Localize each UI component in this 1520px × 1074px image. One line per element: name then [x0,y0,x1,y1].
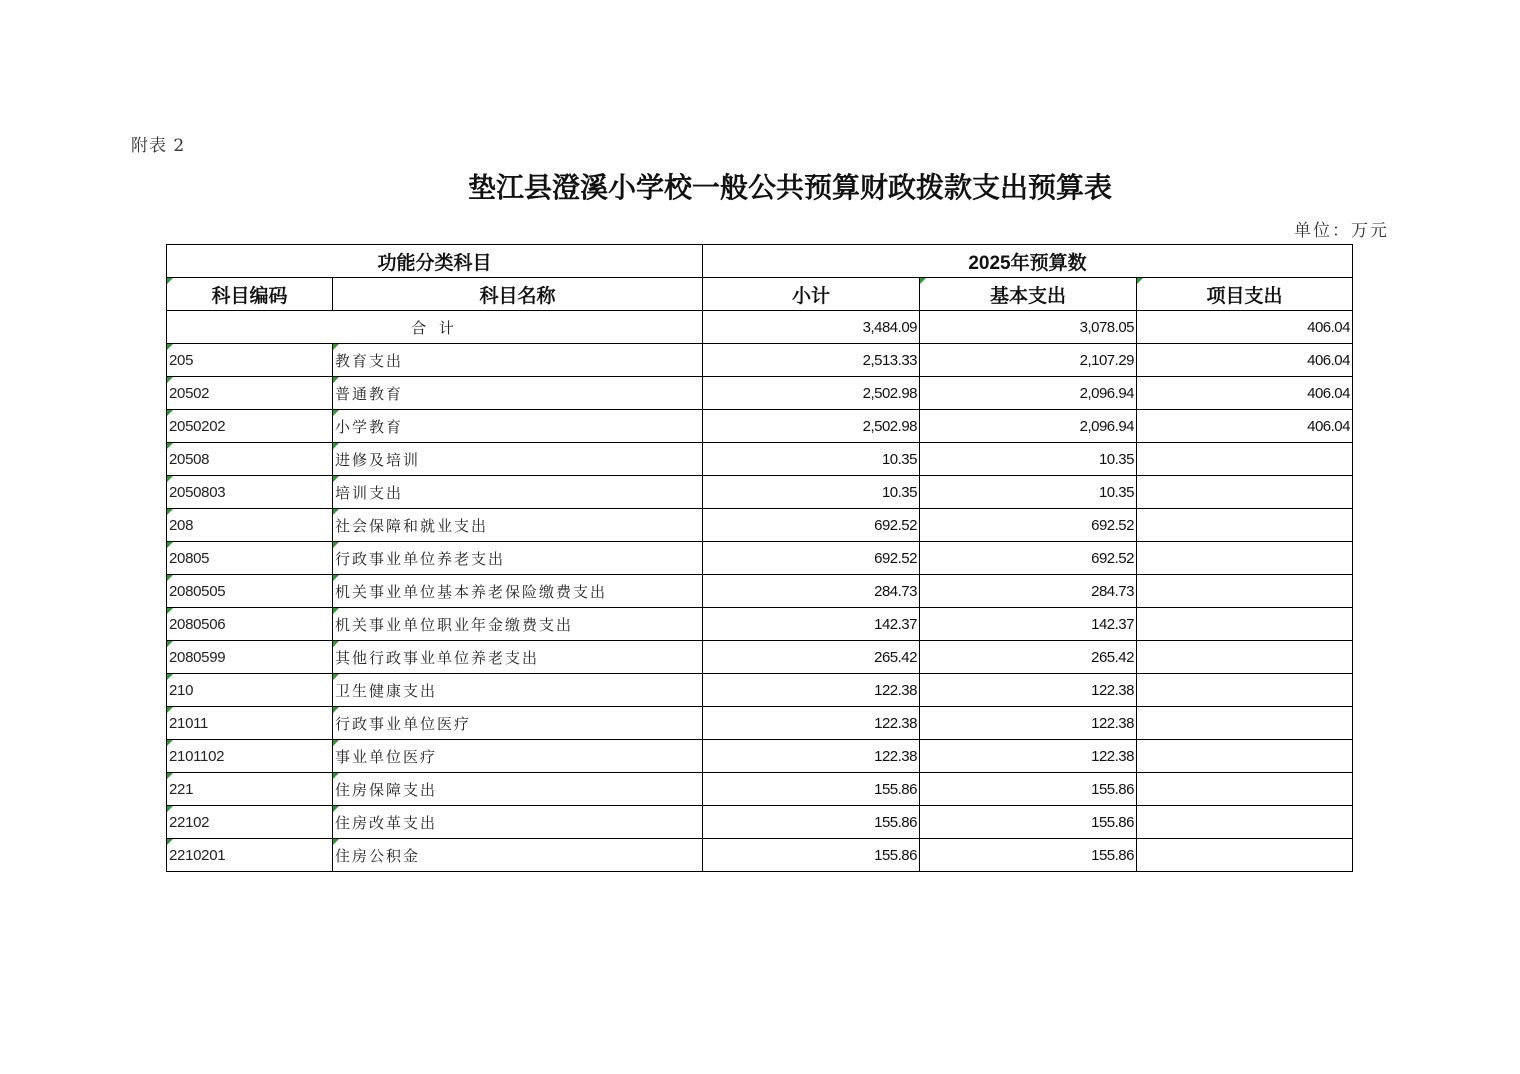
row-basic: 2,107.29 [920,344,1137,377]
row-code: 2050803 [167,476,333,509]
row-project [1137,443,1353,476]
row-code: 2101102 [167,740,333,773]
table-row [167,575,1353,608]
row-project [1137,740,1353,773]
row-name: 住房公积金 [333,839,703,872]
row-project [1137,641,1353,674]
row-subtotal: 155.86 [703,839,920,872]
row-code: 20508 [167,443,333,476]
row-subtotal: 155.86 [703,806,920,839]
table-row [167,410,1353,443]
row-subtotal: 155.86 [703,773,920,806]
row-subtotal: 692.52 [703,542,920,575]
row-subtotal: 2,502.98 [703,410,920,443]
row-project [1137,674,1353,707]
row-project [1137,608,1353,641]
row-basic: 155.86 [920,839,1137,872]
row-subtotal: 692.52 [703,509,920,542]
table-row [167,806,1353,839]
row-subtotal: 10.35 [703,476,920,509]
row-project [1137,575,1353,608]
table-row [167,476,1353,509]
row-basic: 122.38 [920,674,1137,707]
row-name: 事业单位医疗 [333,740,703,773]
row-project [1137,542,1353,575]
group-header-row [167,245,1353,278]
column-header-row [167,278,1353,311]
subtotal-column-header: 小计 [703,278,920,311]
row-name: 机关事业单位职业年金缴费支出 [333,608,703,641]
row-code: 20502 [167,377,333,410]
row-name: 卫生健康支出 [333,674,703,707]
row-code: 20805 [167,542,333,575]
table-row [167,740,1353,773]
table-row [167,839,1353,872]
row-name: 行政事业单位养老支出 [333,542,703,575]
table-body [167,311,1353,872]
row-subtotal: 2,502.98 [703,377,920,410]
table-row [167,641,1353,674]
row-subtotal: 122.38 [703,674,920,707]
row-name: 住房保障支出 [333,773,703,806]
total-basic: 3,078.05 [920,311,1137,344]
table-row [167,542,1353,575]
row-project: 406.04 [1137,410,1353,443]
row-basic: 265.42 [920,641,1137,674]
table-row [167,509,1353,542]
code-column-header: 科目编码 [167,278,333,311]
row-code: 2080505 [167,575,333,608]
row-basic: 2,096.94 [920,410,1137,443]
row-name: 社会保障和就业支出 [333,509,703,542]
row-name: 机关事业单位基本养老保险缴费支出 [333,575,703,608]
row-project [1137,839,1353,872]
table-row [167,707,1353,740]
row-code: 2080599 [167,641,333,674]
row-basic: 284.73 [920,575,1137,608]
row-subtotal: 10.35 [703,443,920,476]
row-subtotal: 122.38 [703,740,920,773]
budget-table [166,244,1353,872]
row-code: 221 [167,773,333,806]
row-name: 住房改革支出 [333,806,703,839]
row-basic: 10.35 [920,476,1137,509]
row-name: 普通教育 [333,377,703,410]
total-subtotal: 3,484.09 [703,311,920,344]
budget-year-header: 2025年预算数 [703,245,1353,278]
unit-label: 单位：万元 [1294,221,1389,241]
row-code: 2050202 [167,410,333,443]
row-basic: 692.52 [920,509,1137,542]
table-row [167,674,1353,707]
row-project [1137,773,1353,806]
table-row [167,773,1353,806]
total-project: 406.04 [1137,311,1353,344]
table-row [167,377,1353,410]
row-subtotal: 122.38 [703,707,920,740]
row-name: 其他行政事业单位养老支出 [333,641,703,674]
row-subtotal: 284.73 [703,575,920,608]
functional-classification-header: 功能分类科目 [167,245,703,278]
row-code: 2210201 [167,839,333,872]
row-basic: 155.86 [920,773,1137,806]
row-basic: 155.86 [920,806,1137,839]
row-code: 205 [167,344,333,377]
row-basic: 10.35 [920,443,1137,476]
row-project: 406.04 [1137,377,1353,410]
row-basic: 122.38 [920,740,1137,773]
row-name: 小学教育 [333,410,703,443]
project-column-header: 项目支出 [1137,278,1353,311]
row-subtotal: 142.37 [703,608,920,641]
name-column-header: 科目名称 [333,278,703,311]
row-code: 22102 [167,806,333,839]
row-basic: 2,096.94 [920,377,1137,410]
table-row [167,608,1353,641]
row-basic: 122.38 [920,707,1137,740]
row-name: 进修及培训 [333,443,703,476]
row-project [1137,806,1353,839]
row-subtotal: 2,513.33 [703,344,920,377]
row-project [1137,509,1353,542]
row-basic: 142.37 [920,608,1137,641]
row-name: 教育支出 [333,344,703,377]
row-name: 培训支出 [333,476,703,509]
row-code: 210 [167,674,333,707]
row-code: 208 [167,509,333,542]
table-row [167,443,1353,476]
row-code: 21011 [167,707,333,740]
row-project: 406.04 [1137,344,1353,377]
row-project [1137,476,1353,509]
basic-column-header: 基本支出 [920,278,1137,311]
row-code: 2080506 [167,608,333,641]
row-project [1137,707,1353,740]
attachment-label: 附表 2 [131,136,186,156]
row-subtotal: 265.42 [703,641,920,674]
total-row [167,311,1353,344]
total-label: 合 计 [167,311,703,344]
table-row [167,344,1353,377]
row-name: 行政事业单位医疗 [333,707,703,740]
row-basic: 692.52 [920,542,1137,575]
page-title: 垫江县澄溪小学校一般公共预算财政拨款支出预算表 [467,171,1112,204]
